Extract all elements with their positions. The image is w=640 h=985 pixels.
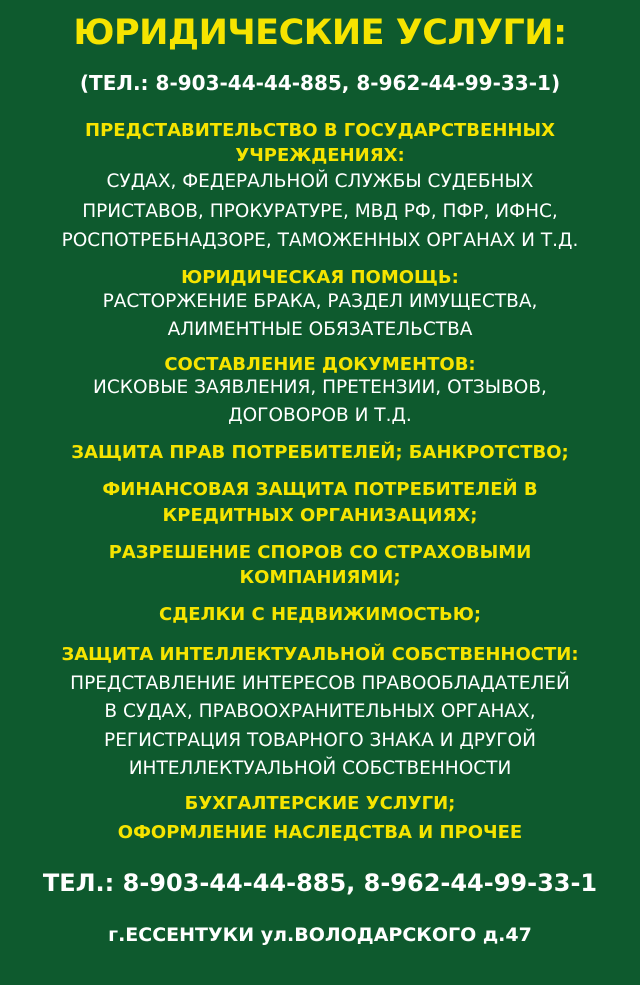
section-body-line: ПРИСТАВОВ, ПРОКУРАТУРЕ, МВД РФ, ПФР, ИФНС, [82, 201, 558, 222]
section-heading: СОСТАВЛЕНИЕ ДОКУМЕНТОВ: [164, 354, 476, 375]
section-body-line: РОСПОТРЕБНАДЗОРЕ, ТАМОЖЕННЫХ ОРГАНАХ И Т.Д. [61, 230, 579, 251]
section-body-line: ИНТЕЛЛЕКТУАЛЬНОЙ СОБСТВЕННОСТИ [128, 758, 512, 779]
section-heading: ЮРИДИЧЕСКАЯ ПОМОЩЬ: [181, 267, 459, 288]
address: г.ЕССЕНТУКИ ул.ВОЛОДАРСКОГО д.47 [108, 924, 532, 946]
section-body-line: ИСКОВЫЕ ЗАЯВЛЕНИЯ, ПРЕТЕНЗИИ, ОТЗЫВОВ, [93, 377, 547, 398]
section-heading: ЗАЩИТА ИНТЕЛЛЕКТУАЛЬНОЙ СОБСТВЕННОСТИ: [61, 644, 579, 665]
page-title: ЮРИДИЧЕСКИЕ УСЛУГИ: [73, 13, 567, 53]
section-heading: БУХГАЛТЕРСКИЕ УСЛУГИ; [184, 793, 456, 814]
section-body-line: В СУДАХ, ПРАВООХРАНИТЕЛЬНЫХ ОРГАНАХ, [104, 701, 536, 722]
section-body-line: СУДАХ, ФЕДЕРАЛЬНОЙ СЛУЖБЫ СУДЕБНЫХ [106, 171, 534, 192]
section-heading: КРЕДИТНЫХ ОРГАНИЗАЦИЯХ; [162, 505, 478, 526]
phones-top: (ТЕЛ.: 8-903-44-44-885, 8-962-44-99-33-1) [79, 71, 561, 95]
section-heading: ФИНАНСОВАЯ ЗАЩИТА ПОТРЕБИТЕЛЕЙ В [102, 479, 538, 500]
section-heading: КОМПАНИЯМИ; [239, 567, 401, 588]
section-heading: ОФОРМЛЕНИЕ НАСЛЕДСТВА И ПРОЧЕЕ [117, 822, 523, 843]
section-body-line: АЛИМЕНТНЫЕ ОБЯЗАТЕЛЬСТВА [167, 319, 473, 340]
section-heading: УЧРЕЖДЕНИЯХ: [235, 145, 405, 166]
section-body-line: ДОГОВОРОВ И Т.Д. [228, 405, 412, 426]
section-body-line: РАСТОРЖЕНИЕ БРАКА, РАЗДЕЛ ИМУЩЕСТВА, [102, 291, 538, 312]
phones-bottom: ТЕЛ.: 8-903-44-44-885, 8-962-44-99-33-1 [42, 869, 598, 897]
section-heading: ПРЕДСТАВИТЕЛЬСТВО В ГОСУДАРСТВЕННЫХ [85, 120, 555, 141]
section-body-line: ПРЕДСТАВЛЕНИЕ ИНТЕРЕСОВ ПРАВООБЛАДАТЕЛЕЙ [70, 673, 570, 694]
section-heading: РАЗРЕШЕНИЕ СПОРОВ СО СТРАХОВЫМИ [108, 542, 532, 563]
section-body-line: РЕГИСТРАЦИЯ ТОВАРНОГО ЗНАКА И ДРУГОЙ [104, 730, 536, 751]
section-heading: ЗАЩИТА ПРАВ ПОТРЕБИТЕЛЕЙ; БАНКРОТСТВО; [71, 442, 569, 463]
section-heading: СДЕЛКИ С НЕДВИЖИМОСТЬЮ; [158, 604, 482, 625]
